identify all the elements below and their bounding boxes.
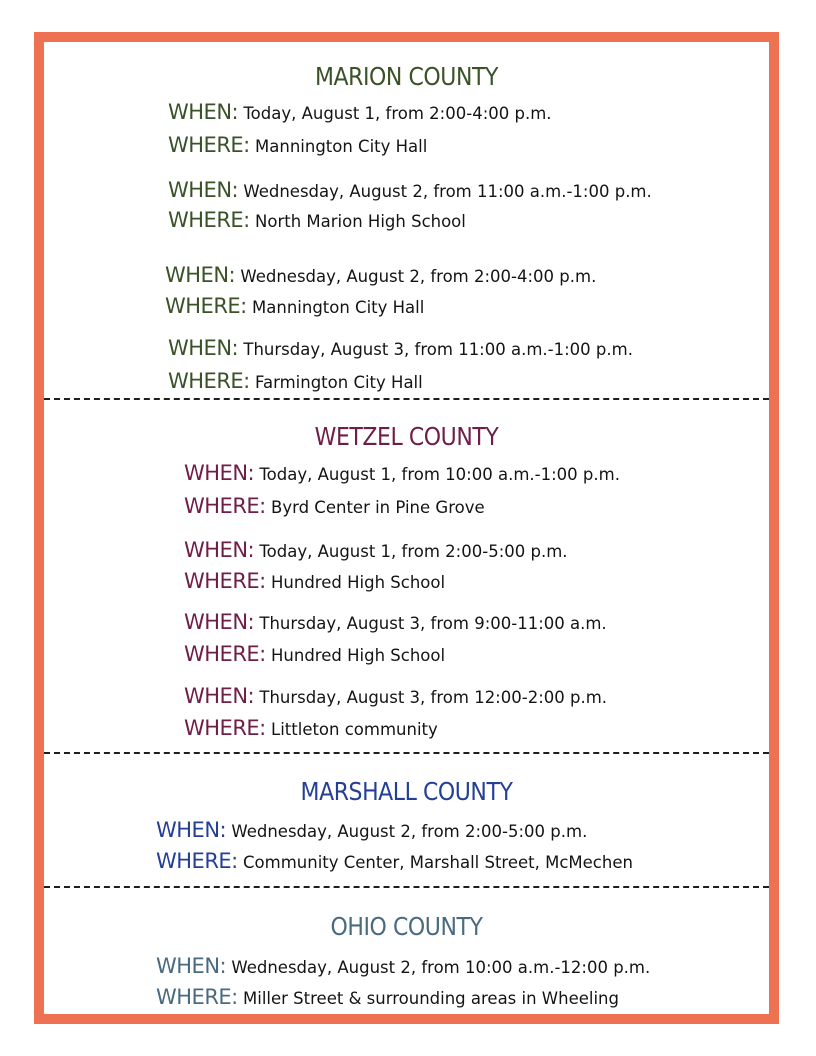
event-where <box>168 369 423 393</box>
event-when <box>165 263 596 287</box>
where-label: WHERE: <box>184 494 266 518</box>
event-when <box>156 954 650 978</box>
section-divider <box>44 886 769 888</box>
event-where <box>184 494 485 518</box>
when-text: Wednesday, August 2, from 10:00 a.m.-12:00 p.m. <box>231 958 651 977</box>
where-label: WHERE: <box>168 208 250 232</box>
when-label: WHEN: <box>168 178 239 202</box>
section-title-ohio: OHIO COUNTY <box>330 912 483 941</box>
event-where <box>184 716 438 740</box>
where-text: Mannington City Hall <box>252 298 425 317</box>
where-text: Hundred High School <box>271 646 446 665</box>
when-label: WHEN: <box>184 610 255 634</box>
where-label: WHERE: <box>184 569 266 593</box>
where-text: Miller Street & surrounding areas in Wheeling <box>243 989 619 1008</box>
where-label: WHERE: <box>156 849 238 873</box>
section-divider <box>44 752 769 754</box>
where-label: WHERE: <box>184 642 266 666</box>
when-text: Thursday, August 3, from 9:00-11:00 a.m. <box>259 614 607 633</box>
when-label: WHEN: <box>168 336 239 360</box>
where-text: Hundred High School <box>271 573 446 592</box>
when-label: WHEN: <box>184 538 255 562</box>
section-divider <box>44 398 769 400</box>
when-text: Today, August 1, from 10:00 a.m.-1:00 p.m. <box>259 465 620 484</box>
event-where <box>184 642 445 666</box>
event-when <box>168 336 633 360</box>
event-when <box>168 178 652 202</box>
when-label: WHEN: <box>184 684 255 708</box>
where-label: WHERE: <box>184 716 266 740</box>
when-label: WHEN: <box>165 263 236 287</box>
event-when <box>184 610 607 634</box>
where-text: Farmington City Hall <box>255 373 423 392</box>
page-frame <box>34 32 779 1024</box>
event-where <box>156 985 619 1009</box>
when-label: WHEN: <box>168 100 239 124</box>
event-where <box>184 569 445 593</box>
event-when <box>184 461 620 485</box>
event-where <box>165 294 424 318</box>
where-label: WHERE: <box>168 133 250 157</box>
where-text: Littleton community <box>271 720 438 739</box>
where-label: WHERE: <box>165 294 247 318</box>
section-title-marshall: MARSHALL COUNTY <box>300 777 513 806</box>
event-when <box>184 538 568 562</box>
event-where <box>168 133 427 157</box>
when-text: Wednesday, August 2, from 2:00-4:00 p.m. <box>240 267 597 286</box>
event-when <box>156 818 587 842</box>
when-text: Wednesday, August 2, from 11:00 a.m.-1:00 p.m. <box>243 182 652 201</box>
when-label: WHEN: <box>156 818 227 842</box>
when-label: WHEN: <box>156 954 227 978</box>
section-title-marion: MARION COUNTY <box>315 62 498 91</box>
section-title-wetzel: WETZEL COUNTY <box>314 422 499 451</box>
event-when <box>168 100 552 124</box>
where-text: North Marion High School <box>255 212 466 231</box>
event-when <box>184 684 607 708</box>
when-text: Thursday, August 3, from 11:00 a.m.-1:00 p.m. <box>243 340 633 359</box>
event-where <box>168 208 466 232</box>
when-label: WHEN: <box>184 461 255 485</box>
when-text: Wednesday, August 2, from 2:00-5:00 p.m. <box>231 822 588 841</box>
when-text: Today, August 1, from 2:00-5:00 p.m. <box>259 542 568 561</box>
where-label: WHERE: <box>168 369 250 393</box>
when-text: Today, August 1, from 2:00-4:00 p.m. <box>243 104 552 123</box>
where-text: Mannington City Hall <box>255 137 428 156</box>
where-text: Byrd Center in Pine Grove <box>271 498 485 517</box>
where-label: WHERE: <box>156 985 238 1009</box>
event-where <box>156 849 633 873</box>
when-text: Thursday, August 3, from 12:00-2:00 p.m. <box>259 688 608 707</box>
where-text: Community Center, Marshall Street, McMechen <box>243 853 633 872</box>
